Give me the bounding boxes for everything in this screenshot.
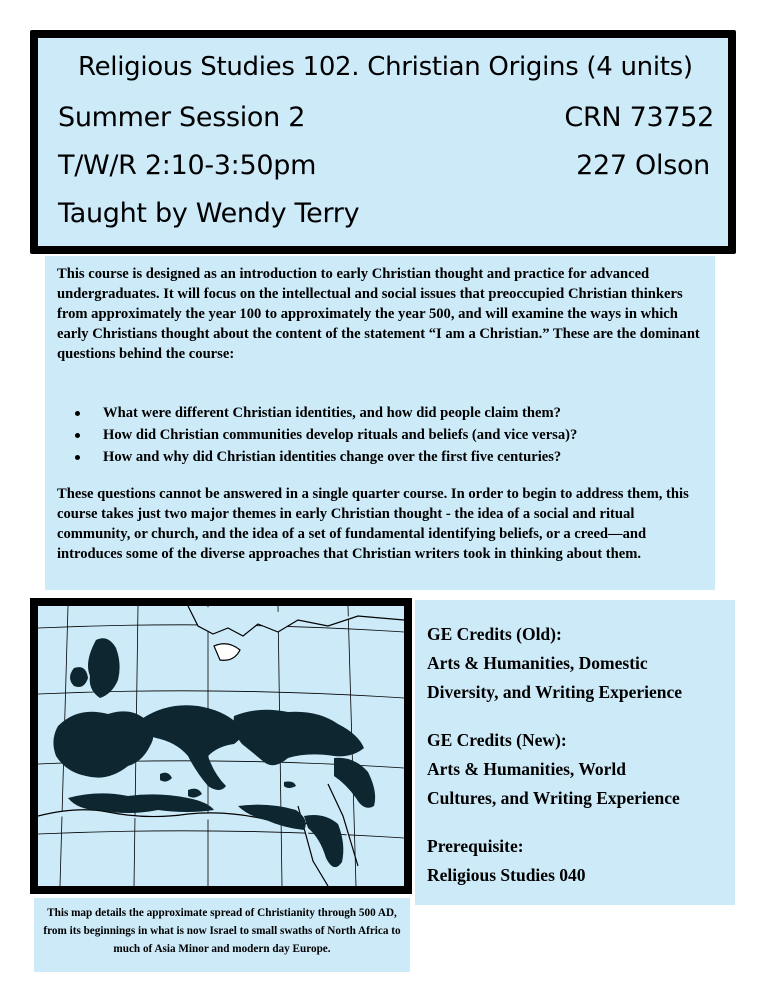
- session-label: Summer Session 2: [58, 102, 306, 133]
- description-closing: These questions cannot be answered in a single quarter course. In order to begin to address them, this course takes just two major themes in early Christian thought - the idea of a social and ritual community, or church, and the idea of a set of fundamental identifying beliefs, or a creed—and introduces some of the diverse approaches that Christian writers took in thinking about them.: [57, 486, 689, 562]
- map-caption: [34, 898, 410, 972]
- map-frame: [30, 598, 412, 894]
- ge-new-line-2: Cultures, and Writing Experience: [427, 788, 680, 808]
- course-description: [45, 256, 715, 590]
- instructor-label: Taught by Wendy Terry: [58, 198, 360, 229]
- prereq-value: Religious Studies 040: [427, 865, 586, 885]
- list-item: How did Christian communities develop rituals and beliefs (and vice versa)?: [57, 424, 709, 446]
- map-caption-text: This map details the approximate spread of Christianity through 500 AD, from its beginnings in what is now Israel to small swaths of North Africa to much of Asia Minor and modern day Europe.: [43, 907, 401, 955]
- ge-old-heading: GE Credits (Old):: [427, 624, 562, 644]
- prereq-heading: Prerequisite:: [427, 836, 524, 856]
- crn-label: CRN 73752: [564, 102, 714, 133]
- ge-new-line-1: Arts & Humanities, World: [427, 759, 626, 779]
- ge-credits-panel: [415, 600, 735, 905]
- description-intro: This course is designed as an introduction to early Christian thought and practice for advanced undergraduates. It will focus on the intellectual and social issues that preoccupied Christian thinkers from approximately the year 100 to approximately the year 500, and will examine the ways in which early Christians thought about the content of the statement “I am a Christian.” These are the dominant questions behind the course:: [57, 266, 700, 362]
- map-image: [38, 606, 404, 886]
- list-item: What were different Christian identities, and how did people claim them?: [57, 402, 709, 424]
- christianity-spread-map: [38, 606, 404, 886]
- course-header: [30, 30, 736, 254]
- course-title: Religious Studies 102. Christian Origins (4 units): [78, 52, 693, 82]
- ge-old-line-2: Diversity, and Writing Experience: [427, 682, 683, 702]
- ge-old-line-1: Arts & Humanities, Domestic: [427, 653, 648, 673]
- ge-new-heading: GE Credits (New):: [427, 730, 567, 750]
- room-label: 227 Olson: [576, 150, 710, 181]
- list-item: How and why did Christian identities change over the first five centuries?: [57, 446, 709, 468]
- schedule-label: T/W/R 2:10-3:50pm: [58, 150, 317, 181]
- questions-list: [57, 402, 709, 468]
